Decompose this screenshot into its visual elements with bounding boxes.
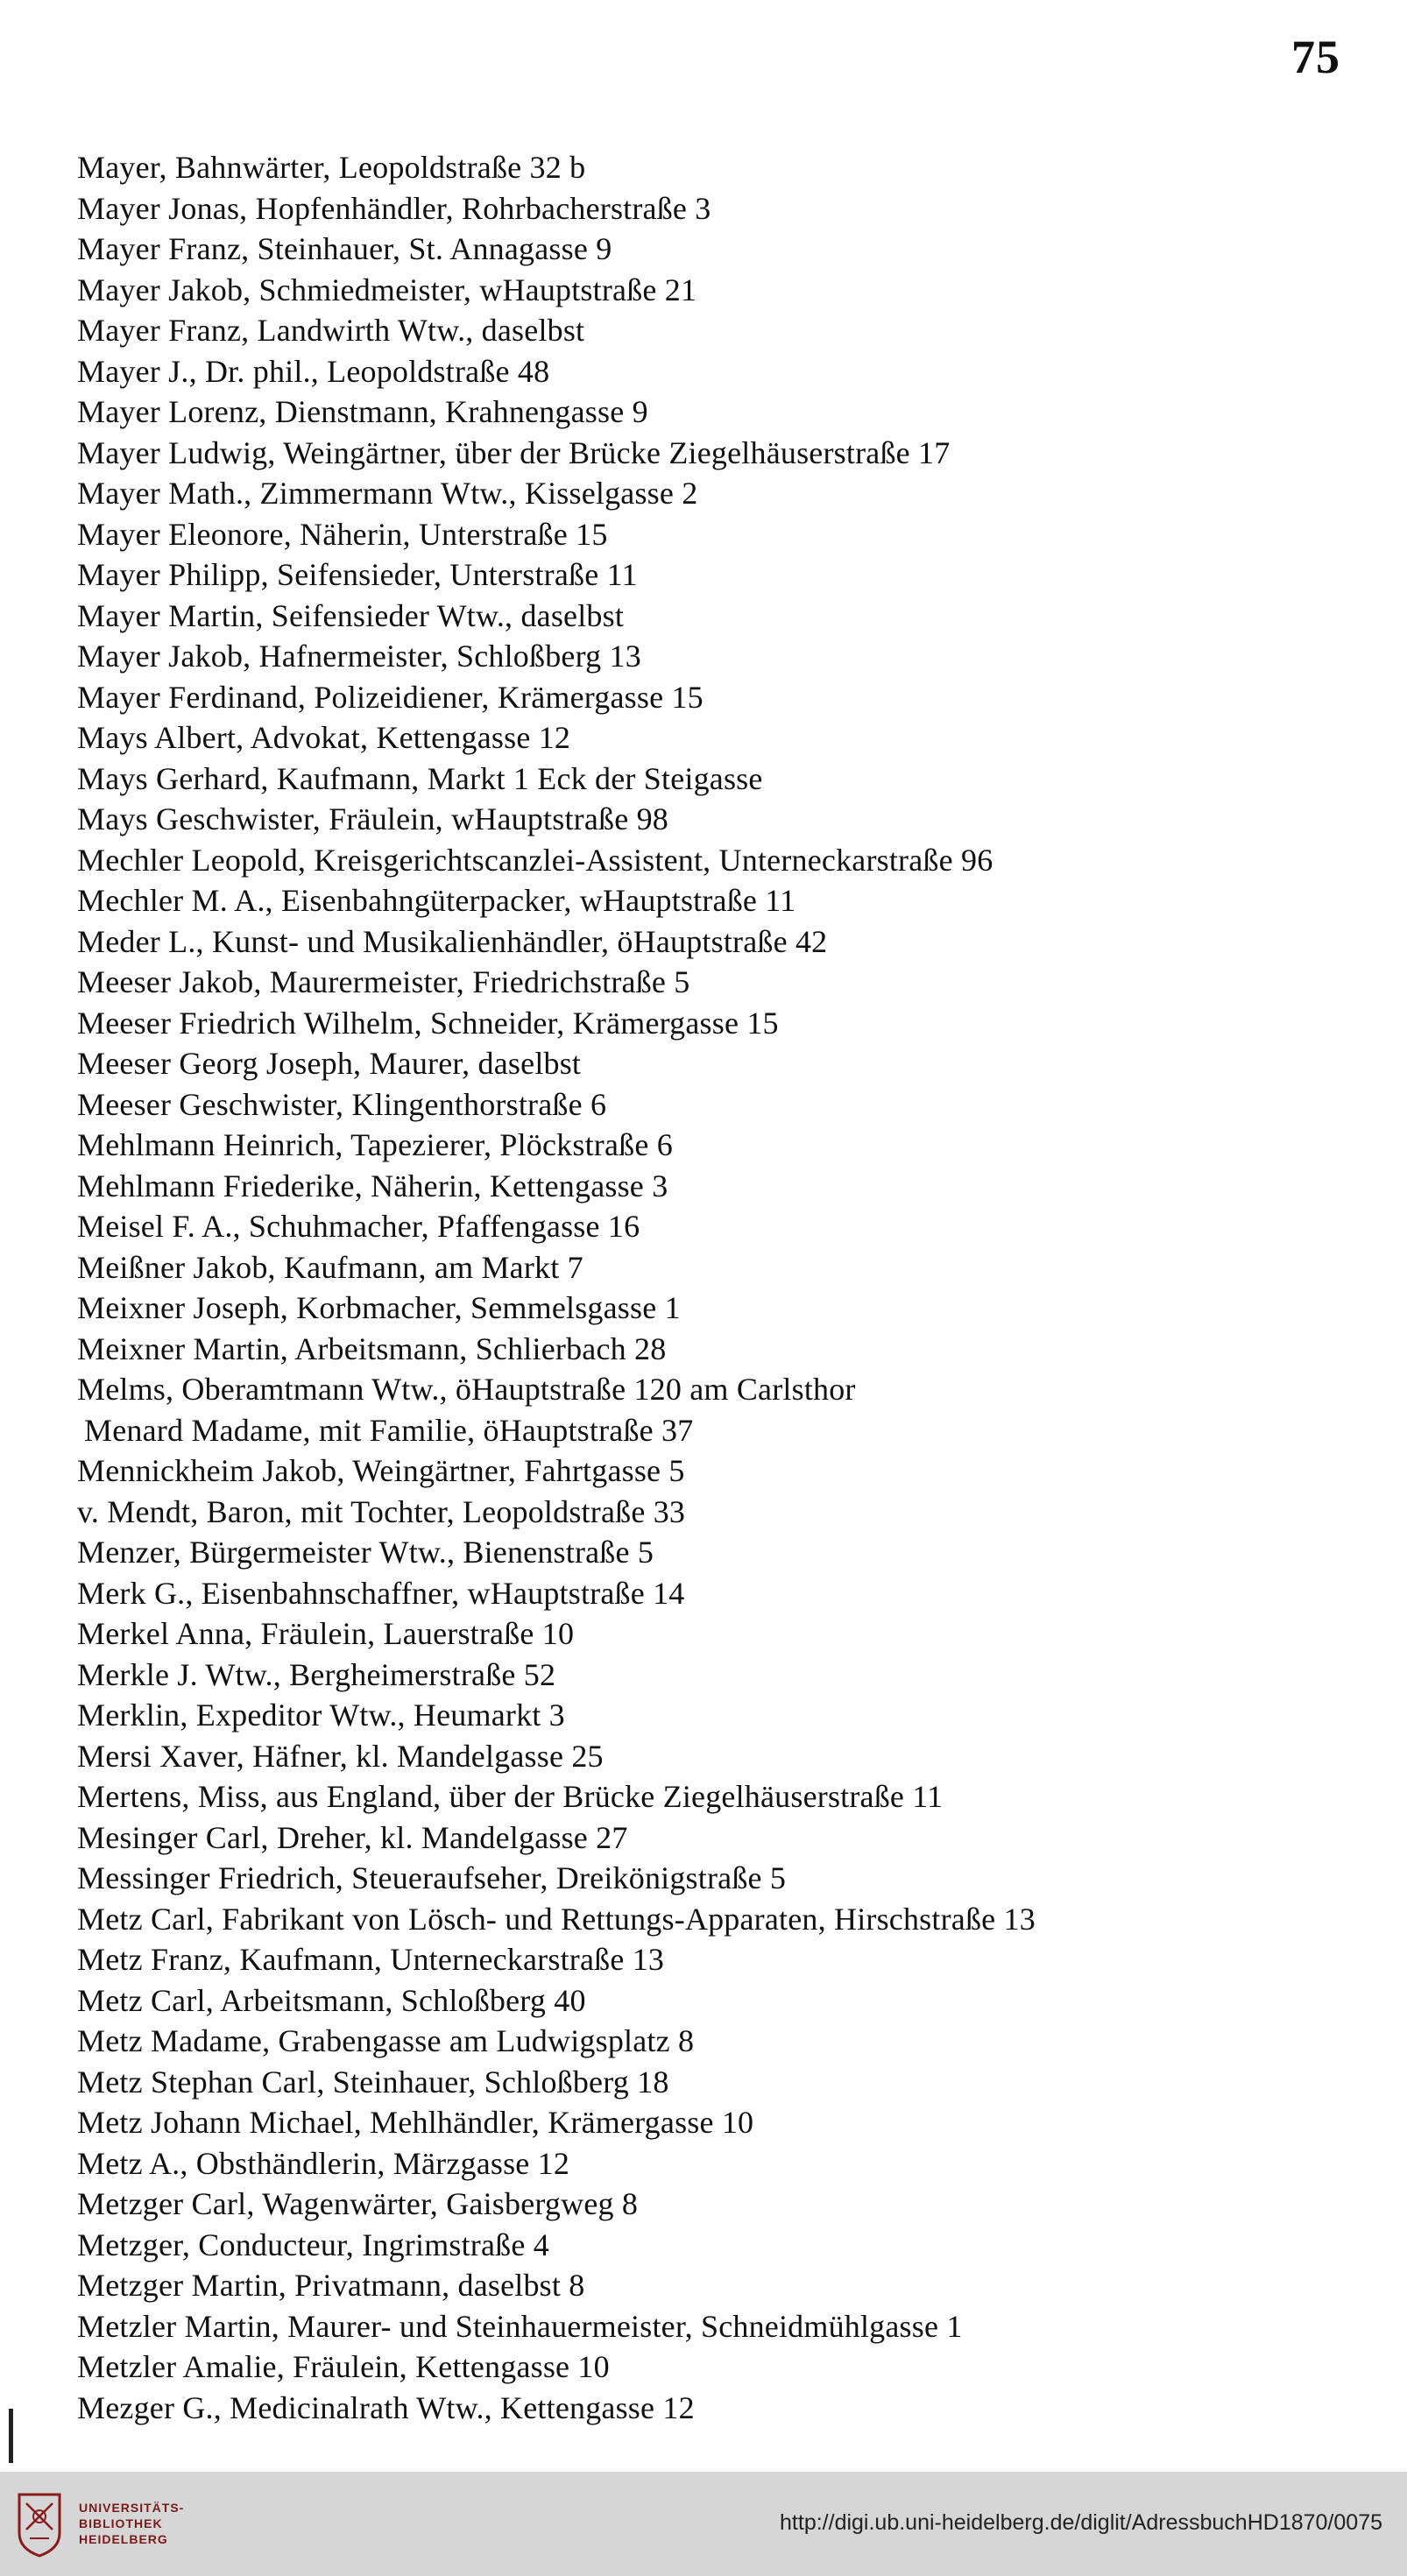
list-item: Meeser Geschwister, Klingenthorstraße 6 <box>77 1086 607 1122</box>
list-item: Mays Gerhard, Kaufmann, Markt 1 Eck der Steigasse <box>77 760 763 796</box>
list-item: Menzer, Bürgermeister Wtw., Bienenstraße 5 <box>77 1535 654 1570</box>
list-item: Metz Stephan Carl, Steinhauer, Schloßberg 18 <box>77 2064 669 2100</box>
list-item: Mayer Ludwig, Weingärtner, über der Brücke Ziegelhäuserstraße 17 <box>77 434 951 470</box>
list-item: Mayer Ferdinand, Polizeidiener, Krämergasse 15 <box>77 679 704 715</box>
list-item: Mechler M. A., Eisenbahngüterpacker, wHauptstraße 11 <box>77 883 796 918</box>
library-name-line: HEIDELBERG <box>79 2532 168 2546</box>
list-item: Mays Albert, Advokat, Kettengasse 12 <box>77 720 571 755</box>
list-item: Mayer Franz, Landwirth Wtw., daselbst <box>77 313 585 348</box>
list-item: Meißner Jakob, Kaufmann, am Markt 7 <box>77 1249 583 1285</box>
list-item: Metz Madame, Grabengasse am Ludwigsplatz 8 <box>77 2023 695 2058</box>
list-item: Mayer J., Dr. phil., Leopoldstraße 48 <box>77 353 550 389</box>
library-name[interactable] <box>79 2500 184 2547</box>
list-item: Merklin, Expeditor Wtw., Heumarkt 3 <box>77 1697 565 1733</box>
list-item: Metzger Martin, Privatmann, daselbst 8 <box>77 2268 585 2303</box>
list-item: Mechler Leopold, Kreisgerichtscanzlei-Assistent, Unterneckarstraße 96 <box>77 842 993 878</box>
library-name-line: BIBLIOTHEK <box>79 2516 163 2530</box>
list-item: Metzger, Conducteur, Ingrimstraße 4 <box>77 2227 549 2262</box>
list-item: Meisel F. A., Schuhmacher, Pfaffengasse 16 <box>77 1209 640 1244</box>
list-item: Meder L., Kunst- und Musikalienhändler, öHauptstraße 42 <box>77 923 828 959</box>
list-item: Metz Franz, Kaufmann, Unterneckarstraße 13 <box>77 1942 665 1977</box>
list-item: Metz A., Obsthändlerin, Märzgasse 12 <box>77 2145 570 2181</box>
list-item: Mayer Jonas, Hopfenhändler, Rohrbacherstraße 3 <box>77 190 711 226</box>
footer-bar <box>0 2472 1407 2576</box>
list-item: Metz Johann Michael, Mehlhändler, Krämergasse 10 <box>77 2105 754 2140</box>
list-item: Metzler Amalie, Fräulein, Kettengasse 10 <box>77 2349 610 2384</box>
list-item: Mays Geschwister, Fräulein, wHauptstraße 98 <box>77 801 669 836</box>
list-item: Meeser Georg Joseph, Maurer, daselbst <box>77 1046 582 1081</box>
list-item: v. Mendt, Baron, mit Tochter, Leopoldstraße 33 <box>77 1493 686 1529</box>
list-item: Mayer Jakob, Schmiedmeister, wHauptstraße 21 <box>77 272 697 307</box>
list-item: Meeser Jakob, Maurermeister, Friedrichstraße 5 <box>77 964 690 999</box>
list-item: Merk G., Eisenbahnschaffner, wHauptstraße 14 <box>77 1575 685 1611</box>
list-item: Messinger Friedrich, Steueraufseher, Dreikönigstraße 5 <box>77 1860 787 1895</box>
list-item: Mayer Philipp, Seifensieder, Unterstraße 11 <box>77 557 638 592</box>
list-item: Metzger Carl, Wagenwärter, Gaisbergweg 8 <box>77 2186 639 2221</box>
list-item: Metzler Martin, Maurer- und Steinhauermeister, Schneidmühlgasse 1 <box>77 2308 963 2344</box>
list-item: Mertens, Miss, aus England, über der Brücke Ziegelhäuserstraße 11 <box>77 1779 944 1814</box>
source-url-link[interactable]: http://digi.ub.uni-heidelberg.de/diglit/AdressbuchHD1870/0075 <box>780 2510 1382 2535</box>
list-item: Merkle J. Wtw., Bergheimerstraße 52 <box>77 1656 556 1692</box>
address-list <box>77 147 1372 2428</box>
list-item: Mayer Franz, Steinhauer, St. Annagasse 9 <box>77 231 612 266</box>
list-item: Mayer, Bahnwärter, Leopoldstraße 32 b <box>77 150 586 185</box>
list-item: Metz Carl, Arbeitsmann, Schloßberg 40 <box>77 1982 586 2018</box>
list-item: Mersi Xaver, Häfner, kl. Mandelgasse 25 <box>77 1738 604 1774</box>
list-item: Melms, Oberamtmann Wtw., öHauptstraße 120 am Carlsthor <box>77 1372 856 1407</box>
list-item: Mennickheim Jakob, Weingärtner, Fahrtgasse 5 <box>77 1453 685 1488</box>
page-number: 75 <box>1291 31 1340 83</box>
list-item: Mehlmann Heinrich, Tapezierer, Plöckstraße 6 <box>77 1127 673 1162</box>
list-item: Mayer Lorenz, Dienstmann, Krahnengasse 9 <box>77 394 648 429</box>
university-seal-icon[interactable] <box>14 2491 65 2558</box>
list-item: Mehlmann Friederike, Näherin, Kettengasse 3 <box>77 1168 668 1203</box>
page-edge-mark <box>9 2409 13 2463</box>
list-item: Metz Carl, Fabrikant von Lösch- und Rettungs-Apparaten, Hirschstraße 13 <box>77 1901 1036 1937</box>
list-item: Meixner Martin, Arbeitsmann, Schlierbach 28 <box>77 1330 667 1366</box>
list-item: Menard Madame, mit Familie, öHauptstraße 37 <box>84 1412 694 1448</box>
list-item: Mayer Eleonore, Näherin, Unterstraße 15 <box>77 516 608 552</box>
list-item: Mesinger Carl, Dreher, kl. Mandelgasse 27 <box>77 1819 628 1855</box>
list-item: Mayer Math., Zimmermann Wtw., Kisselgasse 2 <box>77 476 698 511</box>
list-item: Meeser Friedrich Wilhelm, Schneider, Krämergasse 15 <box>77 1005 779 1041</box>
list-item: Mayer Martin, Seifensieder Wtw., daselbst <box>77 597 625 633</box>
list-item: Meixner Joseph, Korbmacher, Semmelsgasse 1 <box>77 1290 681 1325</box>
list-item: Merkel Anna, Fräulein, Lauerstraße 10 <box>77 1616 575 1651</box>
library-name-line: UNIVERSITÄTS- <box>79 2501 185 2515</box>
list-item: Mezger G., Medicinalrath Wtw., Kettengasse 12 <box>77 2389 695 2425</box>
list-item: Mayer Jakob, Hafnermeister, Schloßberg 13 <box>77 639 641 674</box>
